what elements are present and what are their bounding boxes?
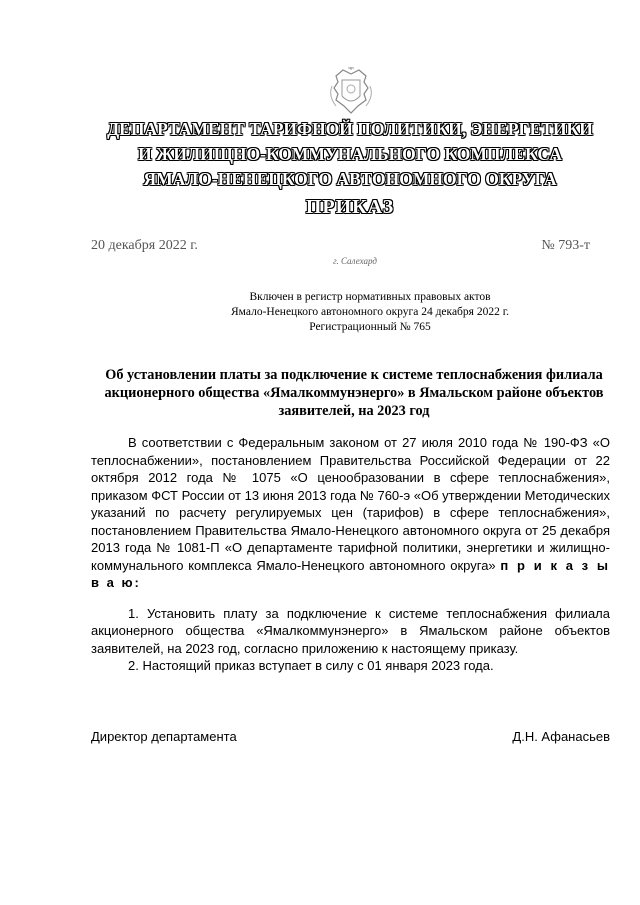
document-title: Об установлении платы за подключение к системе теплоснабжения филиала акционерного общества «Ямалкоммунэнерго» в Ямальском районе объектов заявителей, на 2023 год [104,367,604,419]
department-line-2: И ЖИЛИЩНО-КОММУНАЛЬНОГО КОМПЛЕКСА [138,144,562,164]
document-type: ПРИКАЗ [305,196,395,218]
registration-stamp [170,290,570,335]
document-number: № 793-т [541,238,590,253]
item-2: 2. Настоящий приказ вступает в силу с 01 января 2023 года. [128,658,494,673]
signatory-position: Директор департамента [91,729,237,744]
document-date: 20 декабря 2022 г. [91,238,198,253]
registration-line-3: Регистрационный № 765 [309,321,431,333]
registration-line-1: Включен в регистр нормативных правовых актов [249,291,491,303]
item-1: 1. Установить плату за подключение к системе теплоснабжения филиала акционерного общества «Ямалкоммунэнерго» в Ямальском районе объектов заявителей, на 2023 год, согласно приложению к настоящему приказу. [91,605,610,656]
department-line-3: ЯМАЛО-НЕНЕЦКОГО АВТОНОМНОГО ОКРУГА [143,169,557,189]
order-word: п р и к а з ы в а ю: [91,557,610,590]
coat-of-arms-icon [328,66,374,116]
signatory-name: Д.Н. Афанасьев [512,729,610,744]
preamble-text: В соответствии с Федеральным законом от 27 июля 2010 года № 190-ФЗ «О теплоснабжении», постановлением Правительства Российской Федерации от 22 октября 2012 года № 1075 «О ценообразовании в сфере теплоснабжения», приказом ФСТ России от 13 июня 2013 года № 760-э «Об утверждении Методических указаний по расчету регулируемых цен (тарифов) в сфере теплоснабжения», постановлением Правительства Ямало-Ненецкого автономного округа от 25 декабря 2013 года № 1081-П «О департаменте тарифной политики, энергетики и жилищно-коммунального комплекса Ямало-Ненецкого автономного округа» [91,435,610,573]
preamble-paragraph [91,434,610,592]
document-city: г. Салехард [333,256,377,266]
department-name [60,117,640,192]
registration-line-2: Ямало-Ненецкого автономного округа 24 декабря 2022 г. [231,306,509,318]
document-body [91,434,610,675]
department-line-1: ДЕПАРТАМЕНТ ТАРИФНОЙ ПОЛИТИКИ, ЭНЕРГЕТИКИ [107,119,593,139]
